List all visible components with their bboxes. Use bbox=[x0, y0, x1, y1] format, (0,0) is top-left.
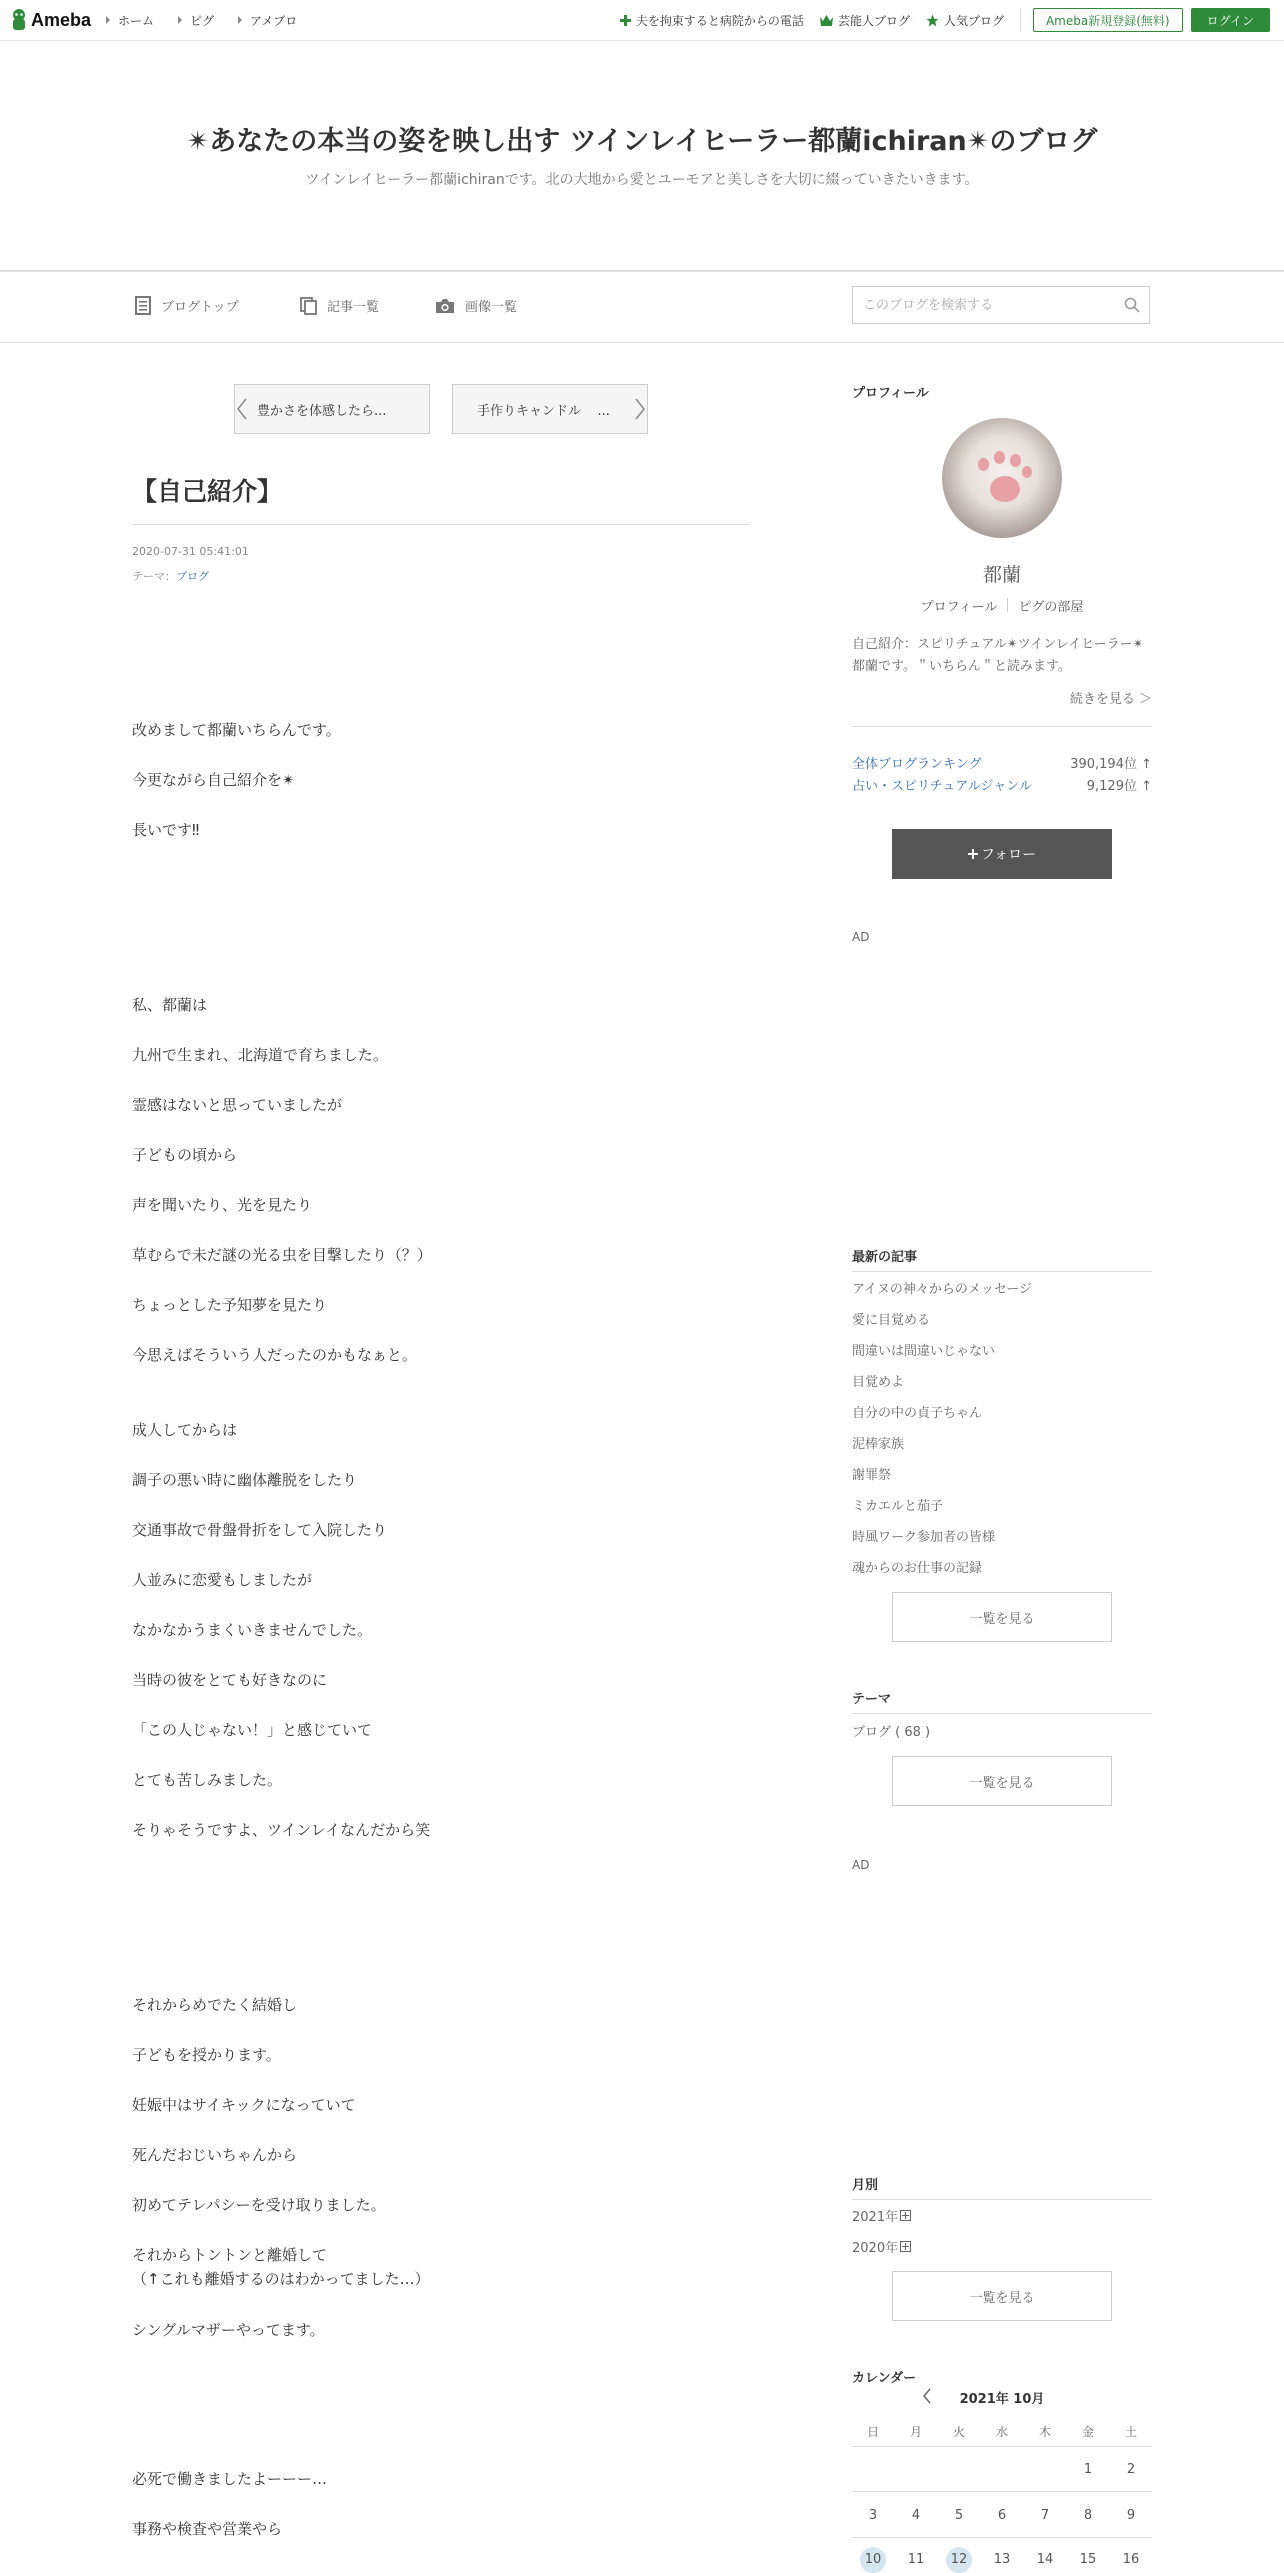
overall-ranking-value: 390,194位 ↑ bbox=[1070, 757, 1152, 772]
profile-heading: プロフィール bbox=[852, 386, 929, 401]
profile-intro: 自己紹介：スピリチュアル✴︎ツインレイヒーラー✴︎都蘭です。＂いちらん＂と読みます。 bbox=[852, 637, 1144, 674]
paragraph: そりゃそうですよ、ツインレイなんだから笑 bbox=[132, 1821, 431, 1839]
weekday-label: 日 bbox=[866, 2425, 879, 2439]
calendar-day: 7 bbox=[1040, 2508, 1050, 2523]
camera-icon bbox=[435, 298, 455, 314]
latest-entry-link[interactable]: 間違いは間違いじゃない bbox=[852, 1344, 996, 1359]
plus-icon bbox=[620, 15, 631, 26]
next-entry-ellipsis: ... bbox=[597, 403, 610, 419]
latest-entry-link[interactable]: 魂からのお仕事の記録 bbox=[852, 1561, 983, 1576]
avatar[interactable] bbox=[942, 418, 1062, 538]
latest-entry-link[interactable]: 自分の中の貞子ちゃん bbox=[852, 1406, 983, 1421]
copy-icon bbox=[300, 297, 317, 315]
read-more-link[interactable]: 続きを見る ＞ bbox=[1069, 692, 1152, 707]
paragraph: 長いです‼︎ bbox=[132, 821, 200, 839]
paragraph: 今更ながら自己紹介を✴︎ bbox=[132, 771, 295, 789]
latest-entry-link[interactable]: 目覚めよ bbox=[852, 1375, 905, 1390]
calendar-day: 1 bbox=[1083, 2462, 1093, 2477]
paragraph: ちょっとした予知夢を見たり bbox=[132, 1296, 328, 1314]
star-icon bbox=[926, 14, 939, 27]
trending-link-label: 夫を拘束すると病院からの電話 bbox=[635, 13, 804, 28]
chevron-left-icon bbox=[235, 398, 249, 420]
ameba-mascot-icon bbox=[10, 8, 28, 32]
paragraph: 当時の彼をとても好きなのに bbox=[132, 1671, 328, 1689]
calendar-month: 2021年 10月 bbox=[959, 2392, 1045, 2407]
paragraph: 妊娠中はサイキックになっていて bbox=[132, 2096, 356, 2114]
paragraph: それからめでたく結婚し bbox=[132, 1996, 298, 2014]
login-button[interactable]: ログイン bbox=[1191, 8, 1270, 32]
paw-pad-shape bbox=[990, 476, 1020, 502]
divider bbox=[852, 726, 1152, 727]
nav-pigg-label: ピグ bbox=[190, 13, 215, 28]
entry-title: 【自己紹介】 bbox=[132, 477, 283, 506]
calendar-day-with-entry[interactable]: 10 bbox=[860, 2547, 886, 2573]
document-icon bbox=[135, 296, 151, 315]
ranking-row bbox=[852, 775, 1152, 794]
calendar-day: 3 bbox=[868, 2508, 878, 2523]
paw-toe-shape bbox=[978, 458, 989, 471]
nav-ameblo[interactable] bbox=[238, 12, 297, 29]
paragraph: 初めてテレパシーを受け取りました。 bbox=[132, 2196, 386, 2214]
divider bbox=[852, 2537, 1152, 2538]
paragraph: 九州で生まれ、北海道で育ちました。 bbox=[132, 1046, 388, 1064]
search-icon[interactable] bbox=[1115, 297, 1149, 313]
calendar-day: 15 bbox=[1079, 2552, 1097, 2567]
weekday-label: 金 bbox=[1081, 2425, 1094, 2439]
profile-links bbox=[852, 596, 1152, 615]
divider bbox=[132, 524, 750, 525]
paragraph: 交通事故で骨盤骨折をして入院したり bbox=[132, 1521, 388, 1539]
weekday-label: 火 bbox=[952, 2425, 965, 2439]
divider bbox=[852, 1713, 1152, 1714]
paw-toe-shape bbox=[1022, 466, 1032, 478]
ad-label: AD bbox=[852, 930, 870, 944]
paragraph: とても苦しみました。 bbox=[132, 1771, 283, 1789]
paragraph: （↑これも離婚するのはわかってました…） bbox=[132, 2270, 430, 2288]
global-header bbox=[0, 0, 1284, 41]
calendar-day: 13 bbox=[993, 2552, 1011, 2567]
calendar-day: 8 bbox=[1083, 2508, 1093, 2523]
weekday-label: 木 bbox=[1038, 2425, 1051, 2439]
paw-toe-shape bbox=[1010, 454, 1021, 467]
overall-ranking-link[interactable]: 全体ブログランキング bbox=[852, 757, 982, 772]
blog-top-label: ブログトップ bbox=[161, 300, 239, 315]
month-label: 2020年 bbox=[852, 2241, 899, 2256]
latest-entry-link[interactable]: アイヌの神々からのメッセージ bbox=[852, 1282, 1033, 1297]
ranking-row bbox=[852, 753, 1152, 772]
paragraph: なかなかうまくいきませんでした。 bbox=[132, 1621, 373, 1639]
calendar-day: 14 bbox=[1036, 2552, 1054, 2567]
calendar-day-with-entry[interactable]: 12 bbox=[946, 2547, 972, 2573]
header-right bbox=[620, 0, 1284, 40]
ameba-logo[interactable] bbox=[10, 7, 91, 33]
profile-link[interactable]: プロフィール bbox=[920, 600, 998, 615]
paragraph: 成人してからは bbox=[132, 1421, 238, 1439]
popular-blog-label: 人気ブログ bbox=[943, 13, 1004, 28]
next-entry-button[interactable] bbox=[452, 384, 648, 434]
next-entry-title: 手作りキャンドル bbox=[477, 403, 582, 419]
paragraph: 子どもの頃から bbox=[132, 1146, 238, 1164]
entry-theme-prefix: テーマ： bbox=[132, 570, 176, 583]
entry-date: 2020-07-31 05:41:01 bbox=[132, 545, 249, 558]
monthly-heading: 月別 bbox=[852, 2178, 879, 2193]
theme-item-link[interactable]: ブログ ( 68 ) bbox=[852, 1725, 931, 1740]
logo-text: Ameba bbox=[31, 9, 92, 30]
latest-entries-heading: 最新の記事 bbox=[852, 1250, 918, 1265]
nickname[interactable]: 都蘭 bbox=[982, 564, 1021, 586]
nav-home-label: ホーム bbox=[118, 13, 155, 28]
monthly-see-all-button[interactable]: 一覧を見る bbox=[892, 2271, 1112, 2321]
calendar-day: 2 bbox=[1126, 2462, 1136, 2477]
pigg-room-link[interactable]: ピグの部屋 bbox=[1018, 600, 1084, 615]
latest-entry-link[interactable]: 愛に目覚める bbox=[852, 1313, 931, 1328]
blog-description: ツインレイヒーラー都蘭ichiranです。北の大地から愛とユーモアと美しさを大切に綴っていきたいきます。 bbox=[305, 172, 979, 188]
paw-toe-shape bbox=[994, 451, 1005, 464]
entry-list-label: 記事一覧 bbox=[327, 300, 380, 315]
weekday-label: 土 bbox=[1124, 2425, 1137, 2439]
paragraph: 調子の悪い時に幽体離脱をしたり bbox=[132, 1471, 358, 1489]
paragraph: 霊感はないと思っていましたが bbox=[132, 1096, 343, 1114]
blog-title[interactable]: ✴︎あなたの本当の姿を映し出す ツインレイヒーラー都蘭ichiran✴︎のブログ bbox=[186, 126, 1098, 157]
theme-see-all-button[interactable]: 一覧を見る bbox=[892, 1756, 1112, 1806]
global-nav bbox=[106, 0, 321, 40]
weekday-label: 月 bbox=[909, 2425, 922, 2439]
latest-see-all-button[interactable]: 一覧を見る bbox=[892, 1592, 1112, 1642]
paragraph: 草むらで未だ謎の光る虫を目撃したり（？） bbox=[132, 1246, 432, 1264]
chevron-right-icon bbox=[633, 398, 647, 420]
blog-search bbox=[852, 286, 1150, 324]
image-list-link[interactable] bbox=[435, 296, 517, 315]
calendar-heading: カレンダー bbox=[852, 2371, 917, 2386]
divider bbox=[852, 2199, 1152, 2200]
latest-entry-link[interactable]: ミカエルと茄子 bbox=[852, 1499, 944, 1514]
genre-ranking-link[interactable]: 占い・スピリチュアルジャンル bbox=[852, 779, 1032, 794]
plus-icon bbox=[968, 849, 978, 859]
celebrity-blog-link[interactable] bbox=[820, 12, 910, 29]
register-button[interactable]: Ameba新規登録(無料) bbox=[1033, 8, 1183, 32]
paragraph: 事務や検査や営業やら bbox=[132, 2520, 283, 2538]
search-input[interactable] bbox=[853, 288, 1115, 322]
entry-list-link[interactable] bbox=[300, 296, 379, 315]
paragraph: 改めまして都蘭いちらんです。 bbox=[132, 721, 341, 739]
genre-ranking-value: 9,129位 ↑ bbox=[1086, 779, 1152, 794]
triangle-icon bbox=[238, 16, 242, 24]
entry-theme-link[interactable]: ブログ bbox=[176, 570, 209, 583]
triangle-icon bbox=[106, 16, 110, 24]
popular-blog-link[interactable] bbox=[926, 12, 1004, 29]
paragraph: 人並みに恋愛もしましたが bbox=[132, 1571, 313, 1589]
crown-icon bbox=[820, 15, 833, 26]
expand-icon[interactable] bbox=[900, 2241, 911, 2252]
trending-link[interactable] bbox=[620, 12, 804, 29]
paragraph: 私、都蘭は bbox=[132, 996, 208, 1014]
image-list-label: 画像一覧 bbox=[465, 300, 518, 315]
entry-theme bbox=[132, 568, 209, 584]
month-2021-link[interactable] bbox=[852, 2206, 911, 2225]
nav-pigg[interactable] bbox=[178, 12, 214, 29]
paragraph: 死んだおじいちゃんから bbox=[132, 2146, 298, 2164]
calendar-day: 16 bbox=[1122, 2552, 1140, 2567]
ad-label: AD bbox=[852, 1858, 870, 1872]
blog-header bbox=[0, 41, 1284, 272]
calendar-day: 6 bbox=[997, 2508, 1007, 2523]
month-label: 2021年 bbox=[852, 2210, 899, 2225]
month-2020-link[interactable] bbox=[852, 2237, 911, 2256]
triangle-icon bbox=[178, 16, 182, 24]
celebrity-blog-label: 芸能人ブログ bbox=[837, 13, 910, 28]
latest-entry-link[interactable]: 時風ワーク参加者の皆様 bbox=[852, 1530, 996, 1545]
follow-button[interactable] bbox=[892, 829, 1112, 879]
paragraph: 今思えばそういう人だったのかもなぁと。 bbox=[132, 1346, 418, 1364]
paragraph: シングルマザーやってます。 bbox=[132, 2321, 325, 2339]
next-entry-label bbox=[453, 400, 633, 419]
calendar-day: 9 bbox=[1126, 2508, 1136, 2523]
theme-heading: テーマ bbox=[852, 1692, 892, 1707]
expand-icon[interactable] bbox=[900, 2210, 911, 2221]
blog-top-link[interactable] bbox=[135, 296, 239, 315]
paragraph: それからトントンと離婚して bbox=[132, 2246, 328, 2264]
calendar-day: 11 bbox=[907, 2552, 925, 2567]
prev-entry-button[interactable] bbox=[234, 384, 430, 434]
divider bbox=[852, 1271, 1152, 1272]
paragraph: 「この人じゃない！」と感じていて bbox=[132, 1721, 373, 1739]
latest-entry-link[interactable]: 謝罪祭 bbox=[852, 1468, 892, 1483]
prev-entry-label: 豊かさを体感したら... bbox=[257, 403, 387, 419]
calendar-day: 4 bbox=[911, 2508, 921, 2523]
paragraph: 子どもを授かります。 bbox=[132, 2046, 281, 2064]
paragraph: 声を聞いたり、光を見たり bbox=[132, 1196, 313, 1214]
divider bbox=[1020, 9, 1021, 31]
nav-home[interactable] bbox=[106, 12, 154, 29]
blog-nav bbox=[0, 272, 1284, 343]
calendar-day: 5 bbox=[954, 2508, 964, 2523]
divider bbox=[852, 2446, 1152, 2447]
paragraph: 必死で働きましたよーーー… bbox=[132, 2470, 328, 2488]
weekday-label: 水 bbox=[995, 2425, 1008, 2439]
divider bbox=[852, 2491, 1152, 2492]
nav-ameblo-label: アメブロ bbox=[250, 13, 298, 28]
follow-label: フォロー bbox=[980, 847, 1037, 863]
latest-entry-link[interactable]: 泥棒家族 bbox=[852, 1437, 905, 1452]
